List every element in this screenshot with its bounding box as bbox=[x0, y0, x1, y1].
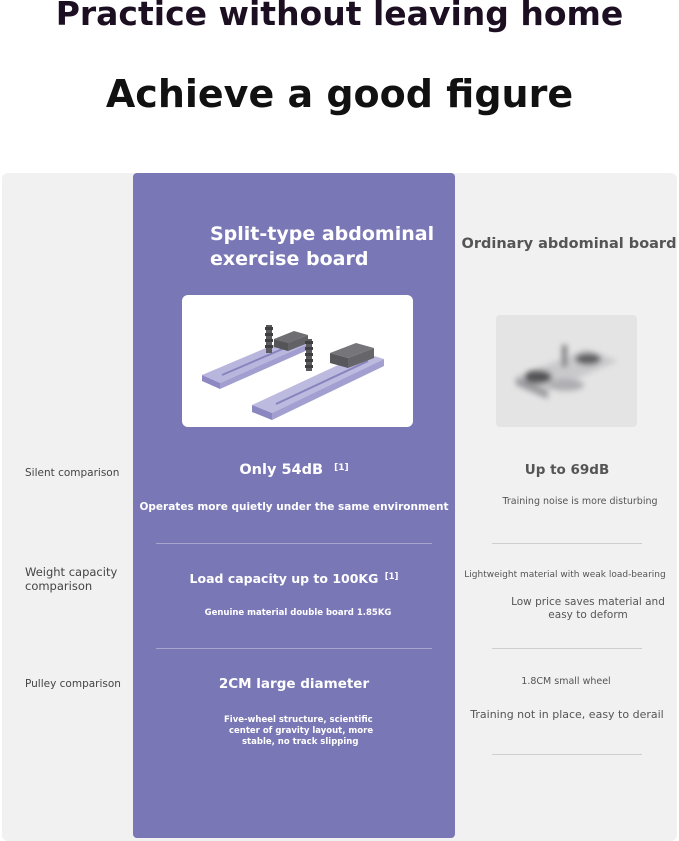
weight-ordinary-value: Lightweight material with weak load-bearing bbox=[464, 570, 666, 580]
silent-featured-main: Only 54dB bbox=[239, 462, 324, 478]
featured-title-line2: exercise board bbox=[210, 248, 369, 270]
pulley-ordinary-desc: Training not in place, easy to derail bbox=[470, 708, 664, 721]
pulley-featured-desc-line1: Five-wheel structure, scientific bbox=[224, 715, 373, 725]
pulley-ordinary-value: 1.8CM small wheel bbox=[521, 676, 611, 687]
weight-ordinary-desc-line1: Low price saves material and bbox=[511, 596, 665, 608]
silent-ordinary-value: Up to 69dB bbox=[524, 462, 610, 478]
pulley-featured-desc-line3: stable, no track slipping bbox=[242, 737, 359, 747]
ordinary-board-icon bbox=[496, 315, 637, 427]
pulley-featured-desc bbox=[224, 715, 373, 748]
silent-footnote: [1] bbox=[334, 463, 349, 473]
row-divider bbox=[156, 648, 432, 649]
featured-column-title bbox=[210, 222, 450, 272]
weight-featured-value bbox=[133, 571, 455, 586]
featured-title-line1: Split-type abdominal bbox=[210, 223, 435, 245]
weight-featured-desc: Genuine material double board 1.85KG bbox=[204, 608, 392, 618]
ordinary-column-title: Ordinary abdominal board bbox=[461, 236, 677, 252]
row-label-weight-line2: comparison bbox=[25, 579, 93, 593]
weight-featured-main: Load capacity up to 100KG bbox=[189, 571, 379, 586]
weight-ordinary-desc-line2: easy to deform bbox=[548, 609, 628, 621]
weight-ordinary-desc bbox=[495, 596, 679, 622]
headline-figure: Achieve a good figure bbox=[105, 72, 574, 116]
pulley-featured-desc-line2: center of gravity layout, more bbox=[229, 726, 374, 736]
ordinary-product-image bbox=[496, 315, 637, 427]
row-label-weight bbox=[25, 565, 117, 593]
silent-featured-value bbox=[133, 462, 455, 478]
featured-product-image bbox=[182, 295, 413, 427]
headline-practice: Practice without leaving home bbox=[55, 0, 624, 33]
row-divider bbox=[492, 543, 642, 544]
weight-footnote: [1] bbox=[384, 572, 399, 582]
silent-featured-desc: Operates more quietly under the same environment bbox=[139, 501, 449, 513]
row-divider bbox=[492, 648, 642, 649]
row-label-pulley: Pulley comparison bbox=[25, 678, 121, 690]
row-divider bbox=[492, 754, 642, 755]
row-label-weight-line1: Weight capacity bbox=[25, 565, 118, 579]
row-label-silent: Silent comparison bbox=[25, 467, 120, 479]
silent-ordinary-desc: Training noise is more disturbing bbox=[502, 496, 658, 507]
row-divider bbox=[156, 543, 432, 544]
pulley-featured-value: 2CM large diameter bbox=[218, 676, 370, 692]
split-board-icon bbox=[182, 295, 413, 427]
